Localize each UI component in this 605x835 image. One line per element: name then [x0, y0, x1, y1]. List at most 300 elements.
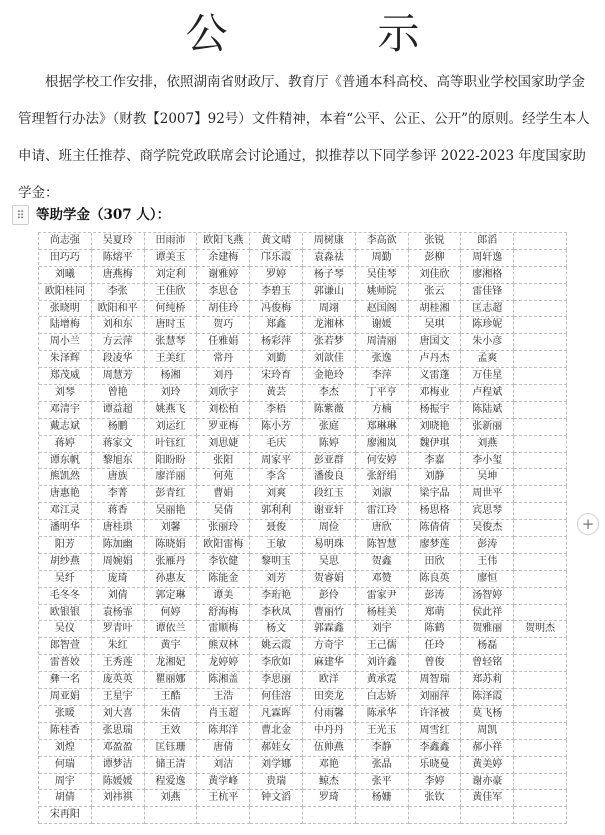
table-cell — [514, 807, 567, 824]
table-cell: 邓梅业 — [409, 385, 462, 402]
table-cell: 刘馨 — [145, 520, 198, 537]
table-cell: 杨鹏 — [92, 419, 145, 436]
table-cell — [514, 554, 567, 571]
title-char-2: 示 — [377, 9, 420, 58]
table-cell: 田雨沛 — [145, 233, 198, 250]
table-cell: 廖洋丽 — [145, 469, 198, 486]
table-cell: 李菁 — [92, 486, 145, 503]
table-cell: 曹北金 — [250, 723, 303, 740]
table-cell — [197, 807, 250, 824]
table-cell — [514, 419, 567, 436]
table-cell: 刘松柏 — [197, 402, 250, 419]
table-cell: 雷顺梅 — [197, 621, 250, 638]
table-cell: 刘丹 — [197, 368, 250, 385]
table-cell: 戴志斌 — [39, 419, 92, 436]
table-cell: 杨姗 — [356, 790, 409, 807]
table-cell: 彭涛 — [409, 588, 462, 605]
table-cell: 姚师院 — [356, 284, 409, 301]
table-cell: 侯此祥 — [461, 605, 514, 622]
announcement-paragraph: 根据学校工作安排，依照湖南省财政厅、教育厅《普通本科高校、高等职业学校国家助学金管理暂行办法》（财教【2007】92号）文件精神，本着“公平、公正、公开”的原则。经学生本人申请、班主任推荐、商学院党政联席会讨论通过，拟推荐以下同学参评 2022-2023 年度国家助学金： — [18, 74, 590, 201]
table-cell: 朱泽辉 — [39, 351, 92, 368]
table-cell: 谢亦豪 — [461, 774, 514, 791]
table-cell: 胡倩 — [39, 790, 92, 807]
table-cell: 刘宇 — [356, 621, 409, 638]
table-cell: 雷佳锋 — [461, 284, 514, 301]
table-cell: 胡佳玲 — [197, 301, 250, 318]
table-cell: 欧阳桂同 — [39, 284, 92, 301]
table-cell: 莫飞杨 — [461, 706, 514, 723]
table-cell: 刘许鑫 — [356, 655, 409, 672]
table-cell: 欧洋 — [303, 672, 356, 689]
table-cell: 任雅娟 — [197, 334, 250, 351]
table-cell: 陈珍妮 — [461, 317, 514, 334]
table-cell: 任玲 — [409, 638, 462, 655]
table-cell: 熊凯然 — [39, 469, 92, 486]
table-cell: 张舒绢 — [356, 469, 409, 486]
table-cell — [514, 655, 567, 672]
table-cell: 张阳 — [197, 453, 250, 470]
table-cell: 杨磊 — [461, 638, 514, 655]
table-cell: 邓江灵 — [39, 503, 92, 520]
table-cell: 刘静 — [409, 469, 462, 486]
table-cell: 朱小彦 — [461, 334, 514, 351]
table-cell: 尚志强 — [39, 233, 92, 250]
table-cell: 丁平亨 — [356, 385, 409, 402]
table-cell: 郎智萱 — [39, 638, 92, 655]
table-cell: 周树康 — [303, 233, 356, 250]
table-cell — [514, 317, 567, 334]
table-cell: 许泽被 — [409, 706, 462, 723]
table-cell: 彝一名 — [39, 672, 92, 689]
table-cell: 吴思 — [303, 554, 356, 571]
add-column-icon[interactable]: + — [577, 513, 599, 535]
table-cell: 杨思格 — [409, 503, 462, 520]
table-cell: 曾艳 — [92, 385, 145, 402]
table-cell: 谭依兰 — [145, 621, 198, 638]
table-cell: 龙婷婷 — [197, 655, 250, 672]
table-cell: 李鑫鑫 — [409, 740, 462, 757]
table-cell: 蒋香 — [92, 503, 145, 520]
table-cell: 陈承华 — [356, 706, 409, 723]
table-cell — [461, 807, 514, 824]
table-cell: 卢程斌 — [461, 385, 514, 402]
table-cell: 周婉娟 — [92, 554, 145, 571]
table-cell: 刘歆佳 — [303, 351, 356, 368]
table-cell: 周雪红 — [409, 723, 462, 740]
table-cell: 张晓明 — [39, 301, 92, 318]
table-cell — [514, 520, 567, 537]
table-cell: 邝乐霞 — [250, 250, 303, 267]
table-cell: 唐燕梅 — [92, 267, 145, 284]
table-cell: 王秀莲 — [92, 655, 145, 672]
table-cell: 毛冬冬 — [39, 588, 92, 605]
table-cell: 雷普姣 — [39, 655, 92, 672]
table-cell: 李杰 — [303, 385, 356, 402]
table-cell: 赵国阁 — [356, 301, 409, 318]
table-cell: 麻建华 — [303, 655, 356, 672]
table-cell — [92, 807, 145, 824]
table-cell — [514, 571, 567, 588]
table-cell: 义雷蓬 — [409, 368, 462, 385]
table-cell: 伍帅燕 — [303, 740, 356, 757]
table-cell: 中丹丹 — [303, 723, 356, 740]
table-cell: 毛庆 — [250, 436, 303, 453]
table-cell: 陈陆斌 — [461, 402, 514, 419]
table-cell — [514, 689, 567, 706]
table-cell: 袁淼祛 — [303, 250, 356, 267]
table-cell: 朱红 — [92, 638, 145, 655]
table-cell: 谭美 — [197, 588, 250, 605]
table-cell: 何安婷 — [356, 453, 409, 470]
table-cell: 曾俊 — [409, 655, 462, 672]
table-cell — [514, 368, 567, 385]
table-cell: 陈鹤 — [409, 621, 462, 638]
table-cell: 周慧芳 — [92, 368, 145, 385]
table-cell: 李含 — [250, 469, 303, 486]
table-cell: 谢媛 — [356, 317, 409, 334]
table-cell: 邓盈盈 — [92, 740, 145, 757]
table-cell: 刘燕 — [461, 436, 514, 453]
table-cell: 李欣如 — [250, 655, 303, 672]
table-cell: 吴坤 — [461, 469, 514, 486]
table-cell: 陈晓娟 — [145, 537, 198, 554]
table-cell: 李秋凤 — [250, 605, 303, 622]
table-cell: 贺鑫 — [356, 554, 409, 571]
table-cell: 余建梅 — [197, 250, 250, 267]
table-cell: 宋再阳 — [39, 807, 92, 824]
table-cell — [514, 486, 567, 503]
table-cell — [514, 790, 567, 807]
table-cell — [514, 267, 567, 284]
table-cell — [514, 723, 567, 740]
table-cell: 彭伶 — [303, 588, 356, 605]
table-cell: 刘运红 — [145, 419, 198, 436]
table-cell: 罗琦 — [303, 790, 356, 807]
table-cell — [514, 638, 567, 655]
table-cell: 彭涛 — [461, 537, 514, 554]
table-cell: 张新丽 — [461, 419, 514, 436]
table-cell: 李张 — [92, 284, 145, 301]
table-cell: 谢雅婷 — [197, 267, 250, 284]
table-cell: 杨桂美 — [356, 605, 409, 622]
table-cell: 彭青红 — [145, 486, 198, 503]
table-cell: 瞿丽娜 — [145, 672, 198, 689]
table-cell: 何纯桥 — [145, 301, 198, 318]
table-cell: 黄宇 — [145, 638, 198, 655]
table-cell: 匡志超 — [461, 301, 514, 318]
table-cell: 吴佳琴 — [356, 267, 409, 284]
table-cell: 刘欣宇 — [197, 385, 250, 402]
table-cell — [514, 588, 567, 605]
table-cell: 唐时玉 — [145, 317, 198, 334]
table-cell: 王佳欣 — [145, 284, 198, 301]
table-cell: 陈加幽 — [92, 537, 145, 554]
table-cell: 唐族 — [92, 469, 145, 486]
table-cell: 周翊 — [303, 301, 356, 318]
table-cell: 段凌华 — [92, 351, 145, 368]
table-cell: 张思瑞 — [92, 723, 145, 740]
table-cell: 彭亚群 — [303, 453, 356, 470]
table-cell: 王敏 — [250, 537, 303, 554]
table-cell: 周亚娟 — [39, 689, 92, 706]
table-cell: 李嘉 — [409, 453, 462, 470]
table-cell: 雷江玲 — [356, 503, 409, 520]
table-cell: 吴丽艳 — [145, 503, 198, 520]
table-cell: 周俭 — [303, 520, 356, 537]
table-cell: 彭柳 — [409, 250, 462, 267]
table-cell: 万佳星 — [461, 368, 514, 385]
table-cell: 陈小芳 — [250, 419, 303, 436]
table-cell: 李萍 — [356, 368, 409, 385]
table-cell: 陈泽霞 — [461, 689, 514, 706]
table-cell: 刘思婕 — [197, 436, 250, 453]
table-cell: 姚云霞 — [250, 638, 303, 655]
table-cell: 吴琪 — [409, 317, 462, 334]
table-cell: 周智瑞 — [409, 672, 462, 689]
names-table — [38, 232, 567, 824]
table-cell — [409, 807, 462, 824]
table-cell: 储王清 — [145, 757, 198, 774]
table-cell: 龙湘林 — [303, 317, 356, 334]
table-cell: 欧阳和平 — [92, 301, 145, 318]
table-cell: 张平 — [356, 774, 409, 791]
table-cell: 罗亚梅 — [197, 419, 250, 436]
table-cell: 白志娇 — [356, 689, 409, 706]
table-cell: 贺睿娟 — [303, 571, 356, 588]
table-cell: 张锐 — [409, 233, 462, 250]
table-cell: 宾思琴 — [461, 503, 514, 520]
table-cell: 吴纤 — [39, 571, 92, 588]
title-char-1: 公 — [185, 9, 228, 58]
table-cell — [145, 807, 198, 824]
table-cell: 唐国文 — [409, 334, 462, 351]
table-cell: 易明珠 — [303, 537, 356, 554]
table-cell: 郑萌 — [409, 605, 462, 622]
table-cell: 郎滔 — [461, 233, 514, 250]
table-cell: 王美红 — [145, 351, 198, 368]
table-cell: 吴倩 — [197, 503, 250, 520]
table-cell: 黎旭东 — [92, 453, 145, 470]
table-cell: 王杭平 — [197, 790, 250, 807]
table-drag-handle-icon[interactable]: ⠿ — [12, 205, 29, 225]
table-cell: 姚燕飞 — [145, 402, 198, 419]
table-cell: 刘倩 — [92, 588, 145, 605]
table-cell: 陈邦洋 — [197, 723, 250, 740]
table-cell — [514, 774, 567, 791]
table-cell: 匡钰珊 — [145, 740, 198, 757]
table-cell: 杨子琴 — [303, 267, 356, 284]
table-cell: 金艳玲 — [303, 368, 356, 385]
table-cell: 潘明华 — [39, 520, 92, 537]
table-cell — [514, 284, 567, 301]
table-cell: 王己儒 — [356, 638, 409, 655]
table-cell: 张慧琴 — [145, 334, 198, 351]
table-cell: 陆增梅 — [39, 317, 92, 334]
table-cell: 魏伊琪 — [409, 436, 462, 453]
table-cell: 唐倩 — [197, 740, 250, 757]
table-cell: 胡纱燕 — [39, 554, 92, 571]
table-cell: 刘祎祺 — [92, 790, 145, 807]
table-cell: 刘佳欣 — [409, 267, 462, 284]
table-cell: 张钦 — [409, 790, 462, 807]
table-cell: 杨彩萍 — [250, 334, 303, 351]
table-cell — [514, 605, 567, 622]
table-cell: 周勤 — [356, 250, 409, 267]
table-cell — [514, 385, 567, 402]
table-cell: 黄芸 — [250, 385, 303, 402]
table-cell: 黄美婷 — [461, 757, 514, 774]
table-cell: 郝娃女 — [250, 740, 303, 757]
table-cell: 谭美玉 — [145, 250, 198, 267]
table-cell: 陈媛媛 — [92, 774, 145, 791]
document-title — [0, 6, 605, 62]
table-cell: 段红玉 — [303, 486, 356, 503]
table-cell: 乐晓曼 — [409, 757, 462, 774]
table-cell: 程爱逸 — [145, 774, 198, 791]
table-cell — [514, 537, 567, 554]
table-cell: 李钦健 — [197, 554, 250, 571]
table-cell: 方云萍 — [92, 334, 145, 351]
table-cell: 黄佳军 — [461, 790, 514, 807]
table-cell: 张若梦 — [303, 334, 356, 351]
table-cell — [514, 706, 567, 723]
table-cell: 张暖 — [39, 706, 92, 723]
table-cell: 贺雅丽 — [461, 621, 514, 638]
table-cell: 聂俊 — [250, 520, 303, 537]
table-cell: 刘学娜 — [250, 757, 303, 774]
table-cell: 王伟 — [461, 554, 514, 571]
table-cell: 刘定利 — [145, 267, 198, 284]
table-cell — [514, 453, 567, 470]
table-cell: 郑苏莉 — [461, 672, 514, 689]
table-cell: 朱倩 — [145, 706, 198, 723]
table-cell: 郝小祥 — [461, 740, 514, 757]
table-cell: 廖梦莲 — [409, 537, 462, 554]
table-cell: 李思仓 — [197, 284, 250, 301]
table-cell: 阳盼盼 — [145, 453, 198, 470]
table-cell: 杨湘 — [145, 368, 198, 385]
table-cell: 吴夏玲 — [92, 233, 145, 250]
table-cell — [514, 250, 567, 267]
table-cell: 刘煌 — [39, 740, 92, 757]
table-cell: 袁杨霏 — [92, 605, 145, 622]
table-cell: 何瑞 — [39, 757, 92, 774]
table-cell: 龙湘妃 — [145, 655, 198, 672]
table-cell: 陈倩倩 — [409, 520, 462, 537]
table-cell: 陈婷 — [303, 436, 356, 453]
table-cell: 冯俊梅 — [250, 301, 303, 318]
table-cell: 周家平 — [250, 453, 303, 470]
table-cell: 孟爽 — [461, 351, 514, 368]
table-cell: 欧阳雷梅 — [197, 537, 250, 554]
table-cell: 阳芳 — [39, 537, 92, 554]
table-cell: 唐桂珙 — [92, 520, 145, 537]
table-cell: 方奇宇 — [303, 638, 356, 655]
table-cell: 周世平 — [461, 486, 514, 503]
table-cell — [250, 807, 303, 824]
table-cell: 吴俊杰 — [461, 520, 514, 537]
table-cell: 田巧巧 — [39, 250, 92, 267]
section-heading: 等助学金（307 人）： — [36, 207, 171, 223]
table-cell: 黄文晴 — [250, 233, 303, 250]
table-cell: 王星宇 — [92, 689, 145, 706]
table-cell: 刘勤 — [250, 351, 303, 368]
table-cell: 贺明杰 — [514, 621, 567, 638]
table-cell: 邓艳 — [303, 757, 356, 774]
table-cell: 肖玉超 — [197, 706, 250, 723]
table-cell: 胡桂湘 — [409, 301, 462, 318]
table-cell: 谢亚轩 — [303, 503, 356, 520]
table-cell: 陈智慧 — [356, 537, 409, 554]
table-cell: 黄承霓 — [356, 672, 409, 689]
table-cell: 罗青叶 — [92, 621, 145, 638]
table-cell: 刘曦 — [39, 267, 92, 284]
table-cell: 王酷 — [145, 689, 198, 706]
table-cell: 王浩 — [197, 689, 250, 706]
table-cell: 田欣 — [409, 554, 462, 571]
table-cell: 邓清宇 — [39, 402, 92, 419]
table-cell — [303, 807, 356, 824]
table-cell: 谭益超 — [92, 402, 145, 419]
table-cell: 李小玺 — [461, 453, 514, 470]
table-cell: 廖湘岚 — [356, 436, 409, 453]
table-cell: 张丽玲 — [197, 520, 250, 537]
table-cell: 刘淑 — [356, 486, 409, 503]
table-cell: 谭梦洁 — [92, 757, 145, 774]
table-cell: 黄学峰 — [197, 774, 250, 791]
table-cell: 周轩逸 — [461, 250, 514, 267]
table-cell: 曾轻铭 — [461, 655, 514, 672]
table-cell: 郑茂威 — [39, 368, 92, 385]
table-cell: 黎明玉 — [250, 554, 303, 571]
table-cell: 孙惠友 — [145, 571, 198, 588]
table-cell: 汤智婷 — [461, 588, 514, 605]
table-cell: 罗婷 — [250, 267, 303, 284]
table-cell — [514, 351, 567, 368]
table-cell: 刘丽萍 — [409, 689, 462, 706]
table-cell: 李静 — [356, 740, 409, 757]
table-cell: 张晶 — [356, 757, 409, 774]
table-cell: 李高欲 — [356, 233, 409, 250]
table-cell: 何苑 — [197, 469, 250, 486]
table-cell: 陈湘盖 — [197, 672, 250, 689]
table-cell: 欧阳飞燕 — [197, 233, 250, 250]
table-cell: 方楠 — [356, 402, 409, 419]
table-cell: 刘大喜 — [92, 706, 145, 723]
table-cell: 廖湘格 — [461, 267, 514, 284]
table-cell: 李碧玉 — [250, 284, 303, 301]
table-cell: 刘玲 — [145, 385, 198, 402]
table-cell: 唐欣 — [356, 520, 409, 537]
table-cell — [514, 757, 567, 774]
table-cell: 谭东帆 — [39, 453, 92, 470]
table-cell: 刘琴 — [39, 385, 92, 402]
table-cell: 凡霖晖 — [250, 706, 303, 723]
table-cell: 卢丹杰 — [409, 351, 462, 368]
table-cell: 欧银银 — [39, 605, 92, 622]
table-cell: 廖恒 — [461, 571, 514, 588]
table-cell: 舒海梅 — [197, 605, 250, 622]
table-cell: 李梧 — [250, 402, 303, 419]
table-cell: 鲸杰 — [303, 774, 356, 791]
table-cell: 宋玲育 — [250, 368, 303, 385]
table-cell: 刘燕 — [145, 790, 198, 807]
table-cell: 熊双林 — [197, 638, 250, 655]
table-cell: 常丹 — [197, 351, 250, 368]
table-cell: 陈紫薇 — [303, 402, 356, 419]
table-cell: 郑鑫 — [250, 317, 303, 334]
table-cell: 刘芳 — [250, 571, 303, 588]
